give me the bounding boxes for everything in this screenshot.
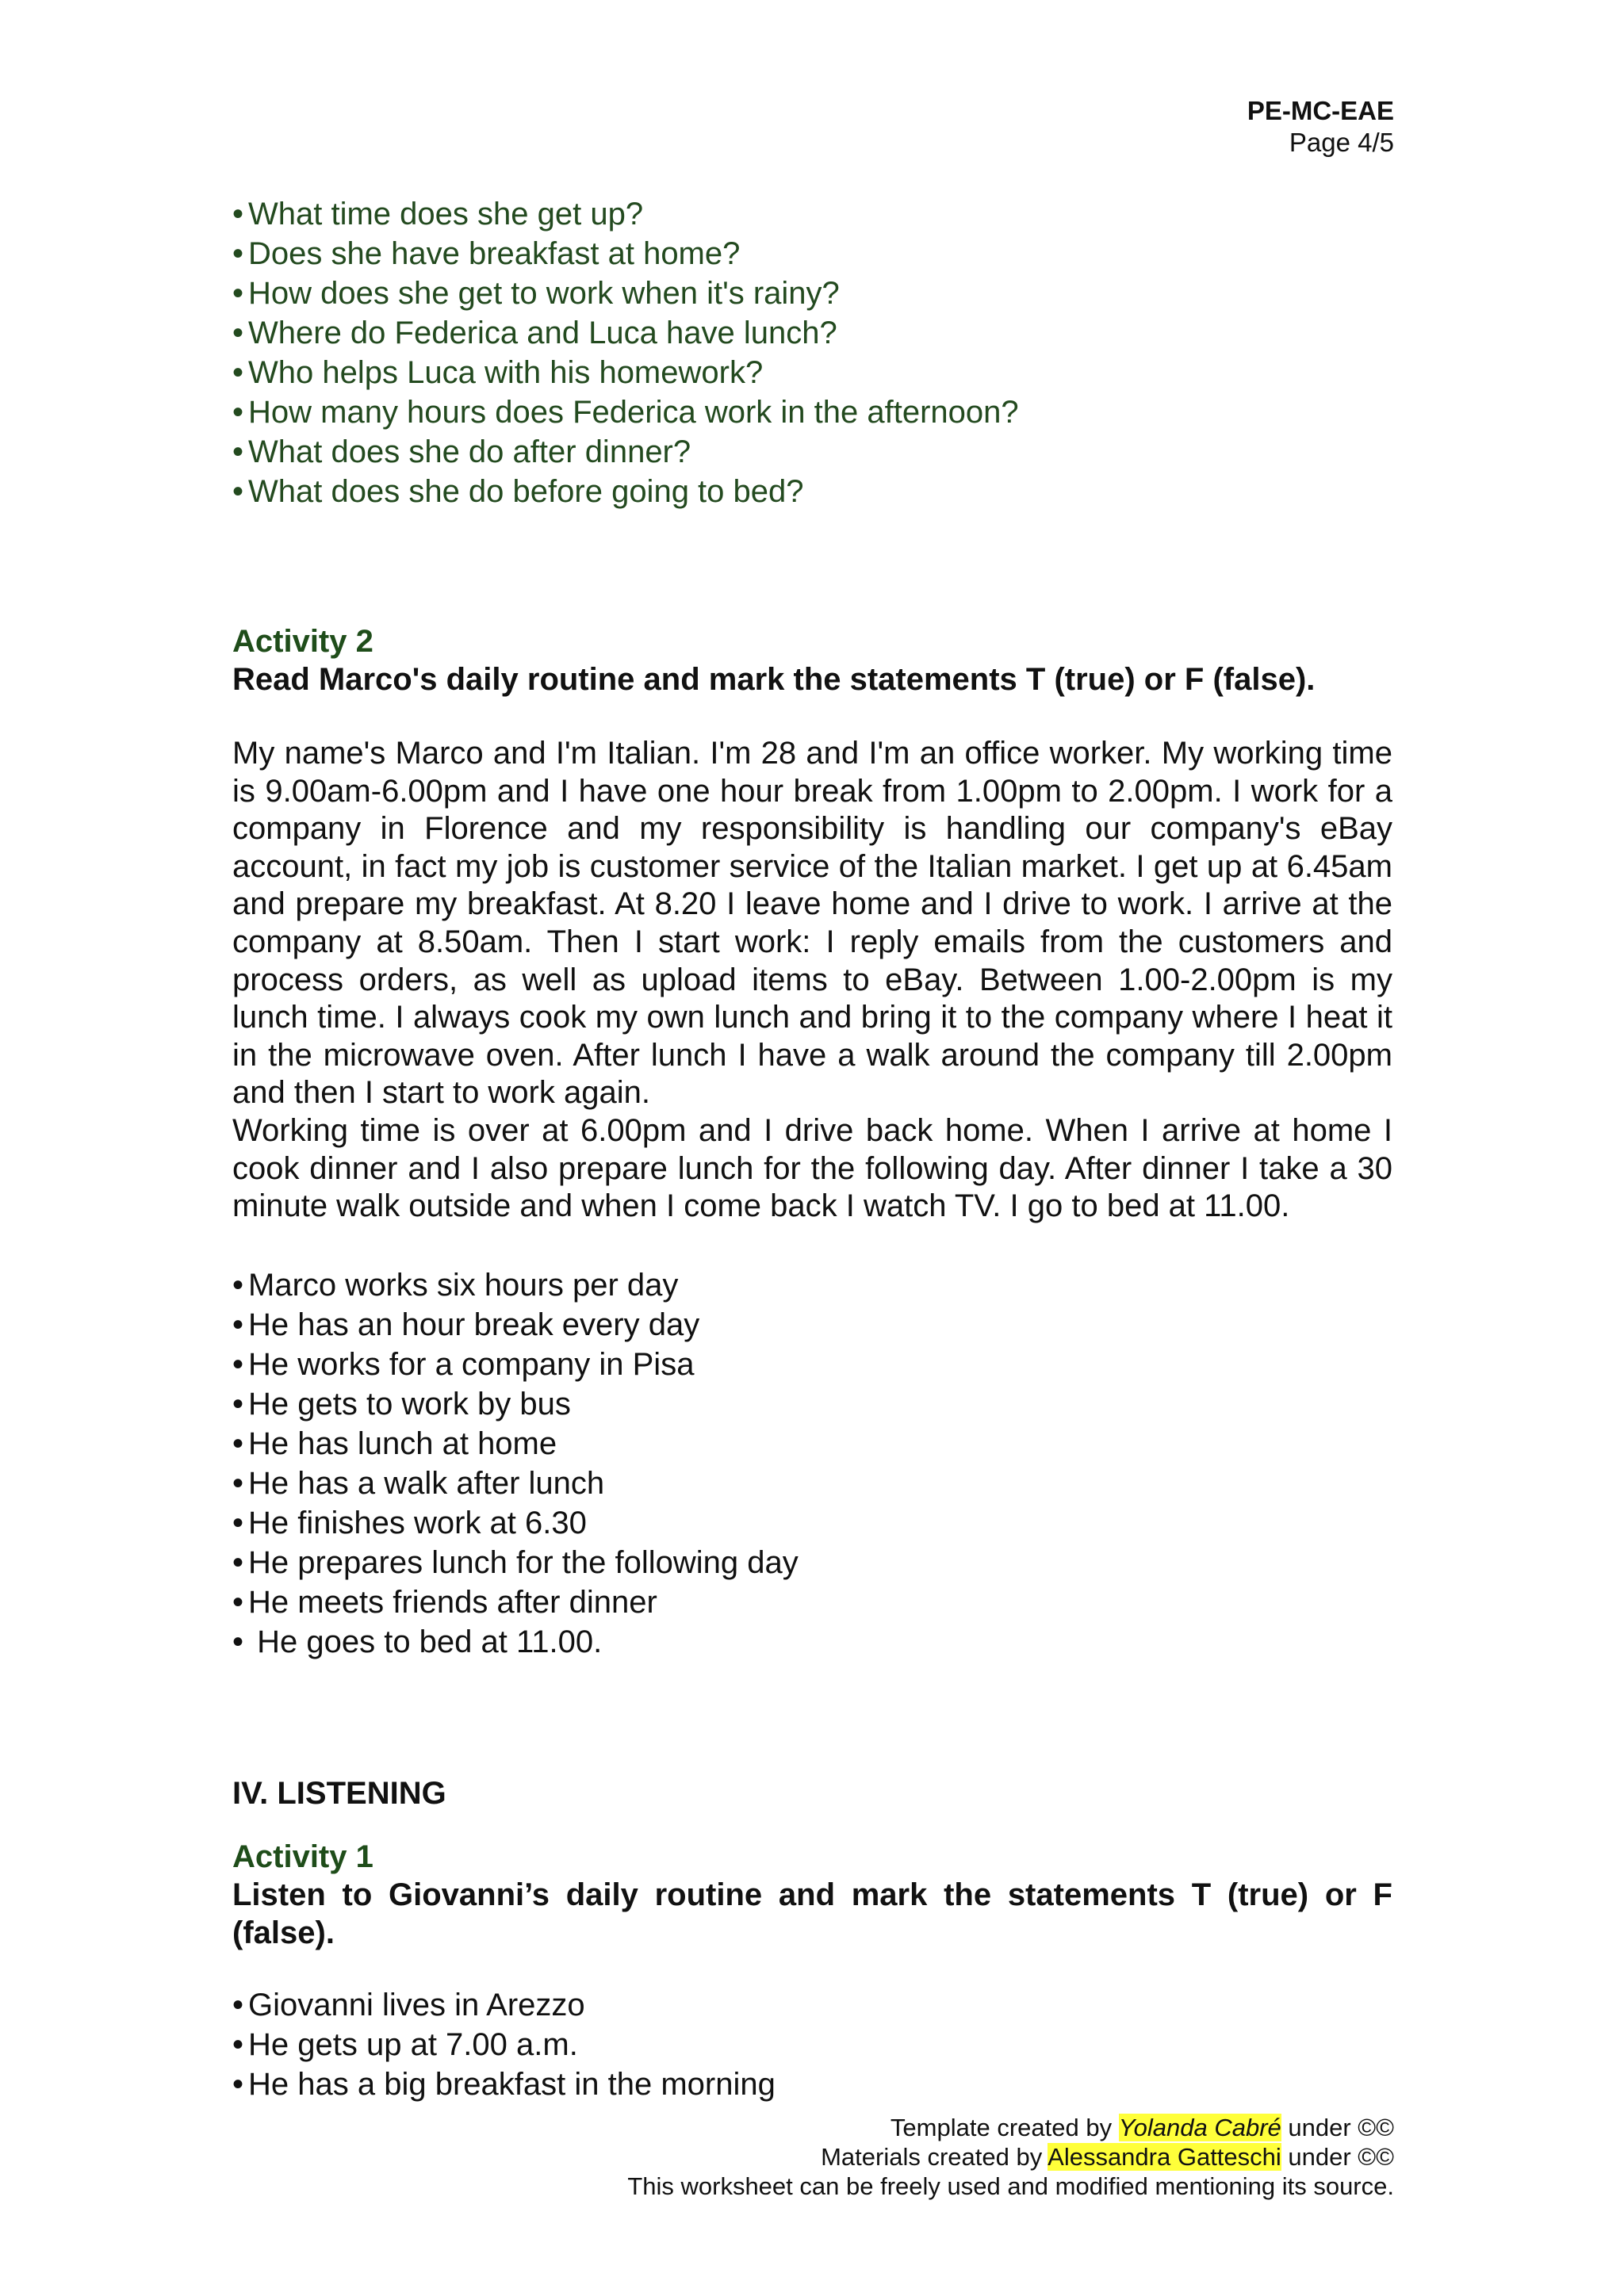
template-author: Yolanda Cabré <box>1118 2114 1281 2141</box>
list-item <box>232 1424 1392 1464</box>
activity-instruction: Read Marco's daily routine and mark the statements T (true) or F (false). <box>232 662 1316 697</box>
footer-usage-note: This worksheet can be freely used and modified mentioning its source. <box>627 2172 1394 2200</box>
list-item <box>232 353 1392 392</box>
bullet-icon: • <box>232 1465 244 1501</box>
footer <box>627 2113 1394 2201</box>
materials-author: Alessandra Gatteschi <box>1048 2143 1281 2171</box>
list-item-text: Does she have breakfast at home? <box>248 236 741 271</box>
list-item-text: He works for a company in Pisa <box>248 1346 695 1382</box>
passage-paragraph: Working time is over at 6.00pm and I drive back home. When I arrive at home I cook dinner and I also prepare lunch for the following day. After dinner I take a 30 minute walk outside and when I come back I watch TV. I go to bed at 11.00. <box>232 1112 1392 1224</box>
bullet-icon: • <box>232 1386 244 1422</box>
list-item-text: He meets friends after dinner <box>248 1584 657 1620</box>
section-heading: IV. LISTENING <box>232 1776 446 1811</box>
statement-list <box>232 1985 1392 2104</box>
list-item-text: He has a walk after lunch <box>248 1465 605 1501</box>
list-item <box>232 1622 1392 1662</box>
list-item <box>232 1384 1392 1424</box>
bullet-icon: • <box>232 355 244 390</box>
list-item-text: He gets up at 7.00 a.m. <box>248 2027 578 2062</box>
bullet-icon: • <box>232 1346 244 1382</box>
footer-template-credit <box>627 2113 1394 2142</box>
reading-passage <box>232 735 1392 1226</box>
list-item <box>232 1582 1392 1622</box>
list-item-text: He gets to work by bus <box>248 1386 571 1422</box>
bullet-icon: • <box>232 1584 244 1620</box>
bullet-icon: • <box>232 1544 244 1580</box>
bullet-icon: • <box>232 236 244 271</box>
list-item-text: He has lunch at home <box>248 1425 557 1461</box>
bullet-icon: • <box>232 316 244 350</box>
list-item <box>232 1543 1392 1582</box>
bullet-icon: • <box>232 2027 244 2062</box>
bullet-icon: • <box>232 197 244 232</box>
list-item <box>232 472 1392 511</box>
page-number: Page 4/5 <box>1289 128 1394 157</box>
bullet-icon: • <box>232 276 244 311</box>
activity-title: Activity 1 <box>232 1839 373 1874</box>
list-item-text: What time does she get up? <box>248 197 644 232</box>
question-list <box>232 194 1392 511</box>
list-item <box>232 1464 1392 1503</box>
list-item <box>232 2064 1392 2104</box>
activity-instruction: Listen to Giovanni’s daily routine and mark the statements T (true) or F (false). <box>232 1877 1392 1950</box>
list-item-text: What does she do after dinner? <box>248 434 691 469</box>
bullet-icon: • <box>232 2067 244 2102</box>
activity-title: Activity 2 <box>232 624 373 659</box>
footer-text: under ©© <box>1281 2114 1394 2141</box>
activity-2 <box>232 622 1392 1662</box>
list-item-text: He goes to bed at 11.00. <box>248 1624 603 1659</box>
bullet-icon: • <box>232 1307 244 1342</box>
list-item <box>232 1345 1392 1384</box>
list-item <box>232 194 1392 234</box>
list-item <box>232 274 1392 313</box>
list-item-text: What does she do before going to bed? <box>248 474 804 509</box>
listening-section <box>232 1774 1392 2104</box>
list-item-text: He finishes work at 6.30 <box>248 1505 587 1540</box>
list-item <box>232 234 1392 274</box>
list-item <box>232 392 1392 432</box>
list-item-text: Where do Federica and Luca have lunch? <box>248 316 837 350</box>
list-item <box>232 1985 1392 2025</box>
list-item-text: Who helps Luca with his homework? <box>248 355 764 390</box>
bullet-icon: • <box>232 434 244 469</box>
reading-questions <box>232 194 1392 511</box>
list-item-text: Marco works six hours per day <box>248 1267 679 1303</box>
list-item <box>232 313 1392 353</box>
bullet-icon: • <box>232 1988 244 2022</box>
list-item <box>232 1503 1392 1543</box>
footer-materials-credit <box>627 2142 1394 2172</box>
list-item <box>232 2025 1392 2064</box>
document-code: PE-MC-EAE <box>1247 96 1394 125</box>
list-item-text: He has an hour break every day <box>248 1307 700 1342</box>
list-item-text: How many hours does Federica work in the afternoon? <box>248 395 1019 430</box>
statement-list <box>232 1265 1392 1662</box>
bullet-icon: • <box>232 1624 244 1659</box>
list-item <box>232 1305 1392 1345</box>
list-item <box>232 1265 1392 1305</box>
list-item <box>232 432 1392 472</box>
footer-text: Materials created by <box>821 2143 1048 2171</box>
bullet-icon: • <box>232 1505 244 1540</box>
bullet-icon: • <box>232 395 244 430</box>
list-item-text: He has a big breakfast in the morning <box>248 2067 776 2102</box>
list-item-text: How does she get to work when it's rainy? <box>248 276 840 311</box>
bullet-icon: • <box>232 1267 244 1303</box>
bullet-icon: • <box>232 1425 244 1461</box>
passage-paragraph: My name's Marco and I'm Italian. I'm 28 and I'm an office worker. My working time is 9.00am-6.00pm and I have one hour break from 1.00pm to 2.00pm. I work for a company in Florence and my responsibility is handling our company's eBay account, in fact my job is customer service of the Italian market. I get up at 6.45am and prepare my breakfast. At 8.20 I leave home and I drive to work. I arrive at the company at 8.50am. Then I start work: I reply emails from the customers and process orders, as well as upload items to eBay. Between 1.00-2.00pm is my lunch time. I always cook my own lunch and bring it to the company where I heat it in the microwave oven. After lunch I have a walk around the company till 2.00pm and then I start to work again. <box>232 736 1392 1111</box>
page-header <box>1247 95 1394 159</box>
list-item-text: He prepares lunch for the following day <box>248 1544 799 1580</box>
footer-text: under ©© <box>1281 2143 1394 2171</box>
footer-text: Template created by <box>890 2114 1119 2141</box>
bullet-icon: • <box>232 474 244 509</box>
list-item-text: Giovanni lives in Arezzo <box>248 1988 585 2022</box>
